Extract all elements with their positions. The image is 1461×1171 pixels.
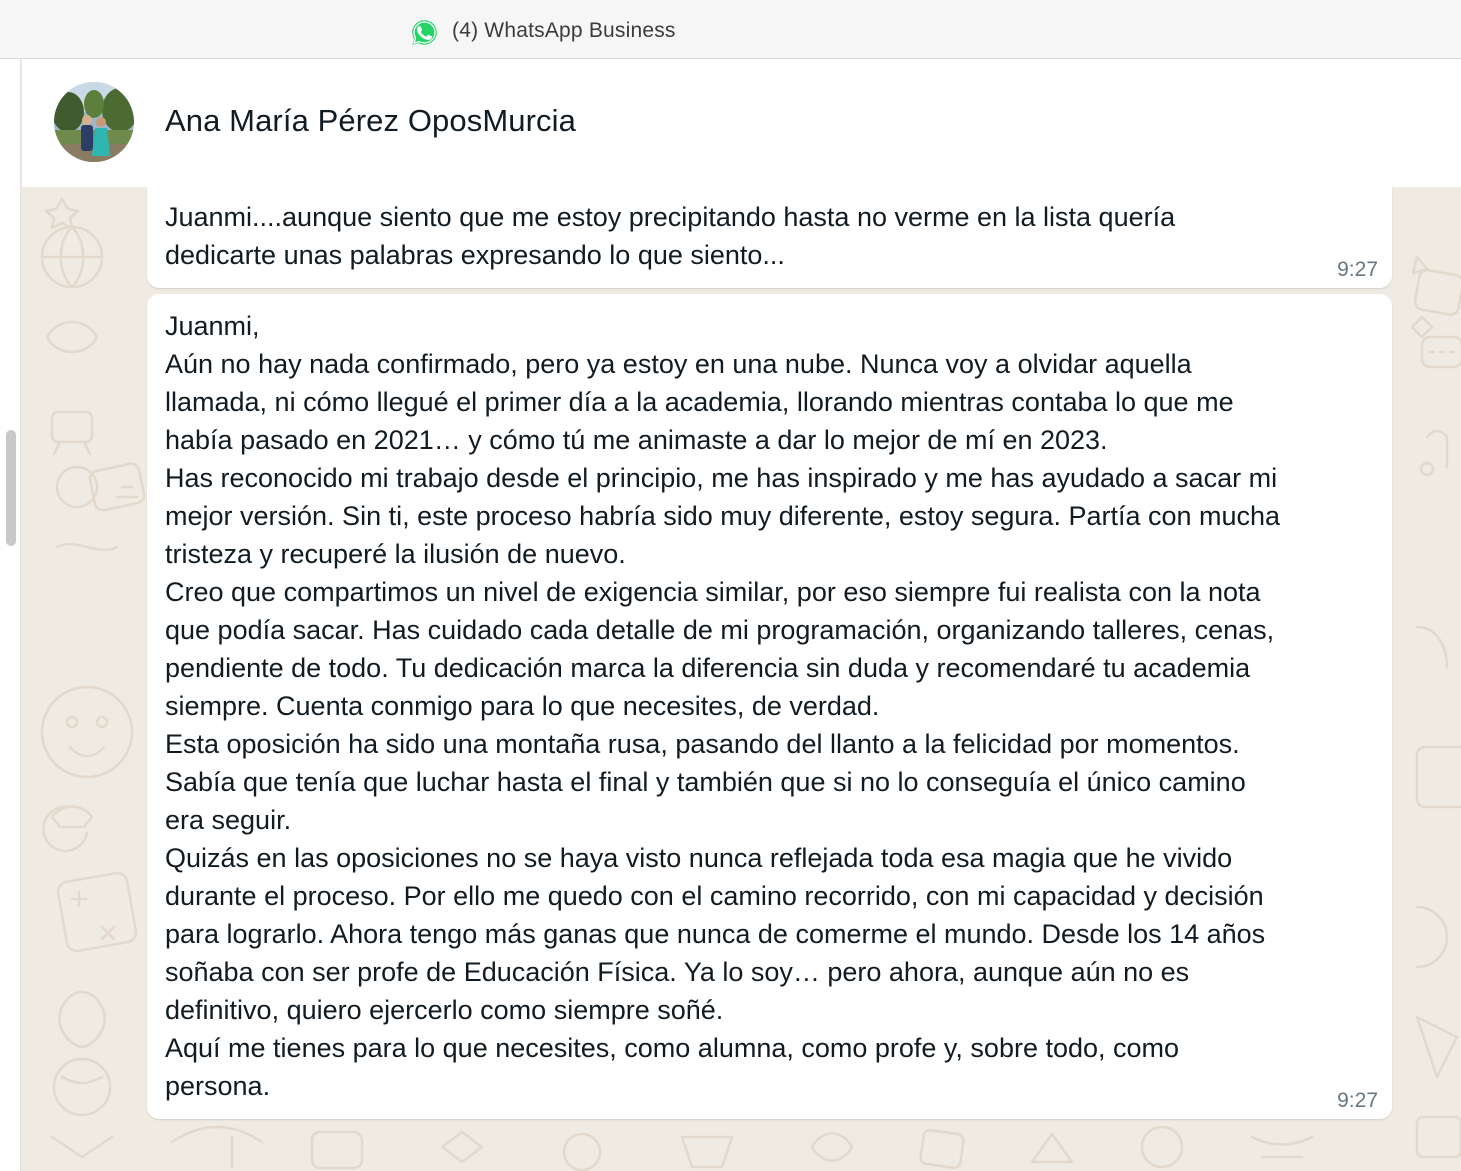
message-line: Juanmi, xyxy=(165,311,260,341)
message-line: pendiente de todo. Tu dedicación marca la diferencia sin duda y recomendaré tu academia xyxy=(165,653,1251,683)
window-titlebar xyxy=(0,0,1461,59)
message-line: era seguir. xyxy=(165,805,292,835)
message-line: Juanmi....aunque siento que me estoy precipitando hasta no verme en la lista quería xyxy=(165,202,1176,232)
chat-list-edge xyxy=(0,59,21,1171)
message-line: definitivo, quiero ejercerlo como siempre soñé. xyxy=(165,995,724,1025)
chat-messages-area[interactable] xyxy=(22,187,1461,1171)
message-bubble[interactable] xyxy=(147,187,1392,288)
message-line: durante el proceso. Por ello me quedo con el camino recorrido, con mi capacidad y decisión xyxy=(165,881,1264,911)
message-line: Aún no hay nada confirmado, pero ya estoy en una nube. Nunca voy a olvidar aquella xyxy=(165,349,1192,379)
message-line: que podía sacar. Has cuidado cada detalle de mi programación, organizando talleres, cenas, xyxy=(165,615,1275,645)
message-bubble[interactable] xyxy=(147,294,1392,1119)
whatsapp-icon xyxy=(410,18,439,47)
contact-avatar-photo xyxy=(54,82,134,162)
message-text xyxy=(165,198,1175,274)
window-title: (4) WhatsApp Business xyxy=(452,19,676,42)
chat-list-scrollbar[interactable] xyxy=(6,430,16,546)
message-line: soñaba con ser profe de Educación Física. Ya lo soy… pero ahora, aunque aún no es xyxy=(165,957,1190,987)
message-line: persona. xyxy=(165,1071,271,1101)
message-line: para lograrlo. Ahora tengo más ganas que nunca de comerme el mundo. Desde los 14 años xyxy=(165,919,1266,949)
message-text xyxy=(165,307,1280,1105)
message-line: mejor versión. Sin ti, este proceso habría sido muy diferente, estoy segura. Partía con mucha xyxy=(165,501,1281,531)
message-line: había pasado en 2021… y cómo tú me animaste a dar lo mejor de mí en 2023. xyxy=(165,425,1108,455)
message-line: Sabía que tenía que luchar hasta el final y también que si no lo conseguía el único camino xyxy=(165,767,1246,797)
message-line: Quizás en las oposiciones no se haya visto nunca reflejada toda esa magia que he vivido xyxy=(165,843,1233,873)
message-line: Creo que compartimos un nivel de exigencia similar, por eso siempre fui realista con la nota xyxy=(165,577,1261,607)
chat-header[interactable] xyxy=(22,59,1461,187)
message-line: dedicarte unas palabras expresando lo que siento... xyxy=(165,240,785,270)
message-timestamp: 9:27 xyxy=(1337,1089,1378,1112)
message-line: Aquí me tienes para lo que necesites, como alumna, como profe y, sobre todo, como xyxy=(165,1033,1180,1063)
message-timestamp: 9:27 xyxy=(1337,258,1378,281)
message-line: llamada, ni cómo llegué el primer día a la academia, llorando mientras contaba lo que me xyxy=(165,387,1234,417)
message-line: Has reconocido mi trabajo desde el principio, me has inspirado y me has ayudado a sacar mi xyxy=(165,463,1278,493)
avatar[interactable] xyxy=(54,82,134,162)
message-line: tristeza y recuperé la ilusión de nuevo. xyxy=(165,539,626,569)
message-line: siempre. Cuenta conmigo para lo que necesites, de verdad. xyxy=(165,691,880,721)
contact-name[interactable]: Ana María Pérez OposMurcia xyxy=(165,103,576,138)
message-line: Esta oposición ha sido una montaña rusa, pasando del llanto a la felicidad por momentos. xyxy=(165,729,1240,759)
